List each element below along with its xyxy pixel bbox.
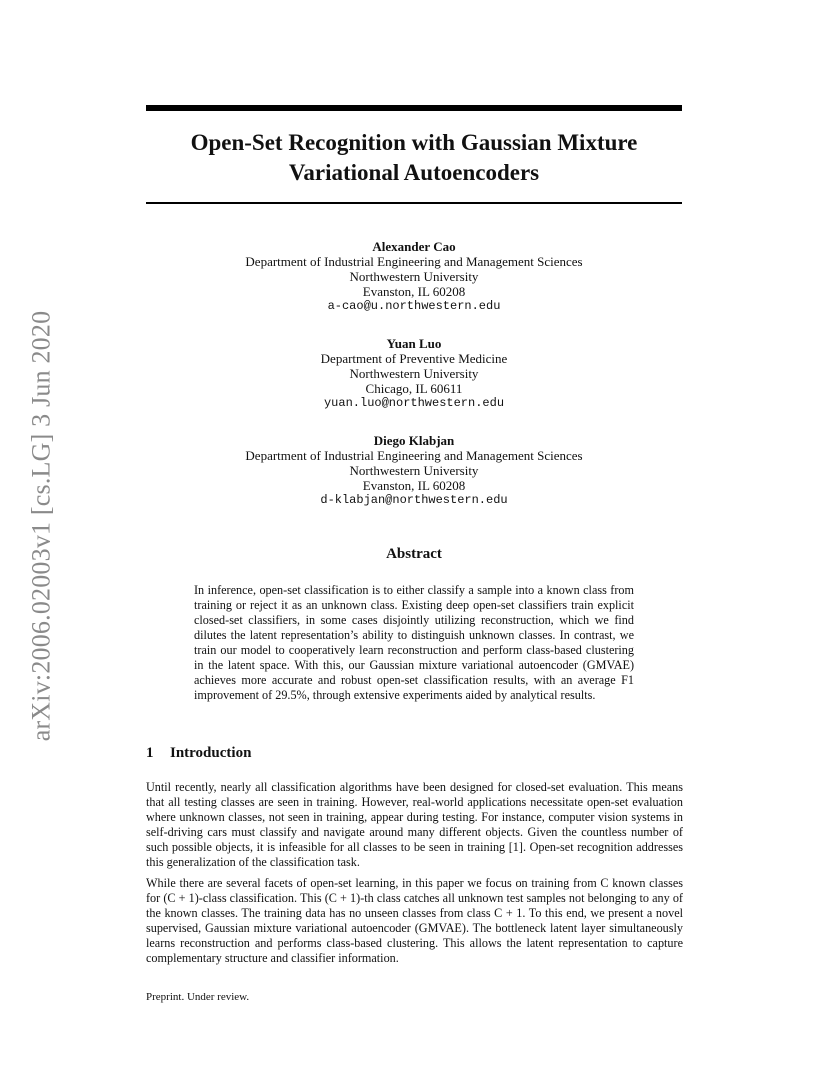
body-paragraph: Until recently, nearly all classification algorithms have been designed for closed-set evaluation. This means that all testing classes are seen in training. However, real-world applications necessitate open-set evaluation where unknown classes, not seen in training, appear during testing. For instance, computer vision systems in self-driving cars must classify and navigate around many different objects. Given the countless number of such possible objects, it is infeasible for all classes to be seen in training [1]. Open-set recognition addresses this generalization of the classification task.: [146, 780, 683, 869]
abstract-heading: Abstract: [386, 546, 442, 562]
author-email[interactable]: yuan.luo@northwestern.edu: [323, 396, 505, 410]
paper-title: [146, 128, 682, 188]
author-location: Chicago, IL 60611: [365, 381, 463, 396]
title-line: Variational Autoencoders: [288, 160, 540, 185]
section-heading: [146, 745, 251, 762]
author-location: Evanston, IL 60208: [362, 478, 466, 493]
section-number: 1: [146, 745, 154, 761]
title-line: Open-Set Recognition with Gaussian Mixture: [190, 130, 638, 155]
title-bottom-rule: [146, 202, 682, 204]
author-university: Northwestern University: [349, 269, 479, 284]
author-name: Yuan Luo: [386, 336, 442, 351]
author-university: Northwestern University: [349, 463, 479, 478]
author-block: [146, 239, 682, 314]
author-department: Department of Industrial Engineering and Management Sciences: [245, 448, 583, 463]
author-department: Department of Industrial Engineering and Management Sciences: [245, 254, 583, 269]
body-paragraph: While there are several facets of open-set learning, in this paper we focus on training from C known classes for (C + 1)-class classification. This (C + 1)-th class catches all unknown test samples not belonging to any of the known classes. The training data has no unseen classes from class C + 1. To this end, we present a novel supervised, Gaussian mixture variational autoencoder (GMVAE). The bottleneck latent layer simultaneously learns reconstruction and performs class-based clustering. This allows the latent representation to capture complementary structure and classifier information.: [146, 876, 683, 965]
author-email[interactable]: d-klabjan@northwestern.edu: [320, 493, 508, 507]
author-location: Evanston, IL 60208: [362, 284, 466, 299]
abstract-text: In inference, open-set classification is to either classify a sample into a known class from training or reject it as an unknown class. Existing deep open-set classifiers train explicit closed-set classifiers, in some cases disjointly utilizing reconstruction, which we find dilutes the latent representation’s ability to distinguish unknown classes. In contrast, we train our model to cooperatively learn reconstruction and perform class-based clustering in the latent space. With this, our Gaussian mixture variational autoencoder (GMVAE) achieves more accurate and robust open-set classification results, with an average F1 improvement of 29.5%, through extensive experiments aided by analytical results.: [194, 583, 634, 702]
author-university: Northwestern University: [349, 366, 479, 381]
section-title: Introduction: [170, 745, 252, 761]
title-top-rule: [146, 105, 682, 111]
arxiv-identifier: [20, 296, 62, 756]
author-email[interactable]: a-cao@u.northwestern.edu: [327, 299, 501, 313]
author-block: [146, 336, 682, 411]
preprint-footnote: Preprint. Under review.: [146, 991, 250, 1003]
author-name: Alexander Cao: [372, 239, 456, 254]
author-department: Department of Preventive Medicine: [320, 351, 508, 366]
author-block: [146, 433, 682, 508]
arxiv-identifier-text: arXiv:2006.02003v1 [cs.LG] 3 Jun 2020: [26, 310, 56, 742]
author-name: Diego Klabjan: [373, 433, 455, 448]
